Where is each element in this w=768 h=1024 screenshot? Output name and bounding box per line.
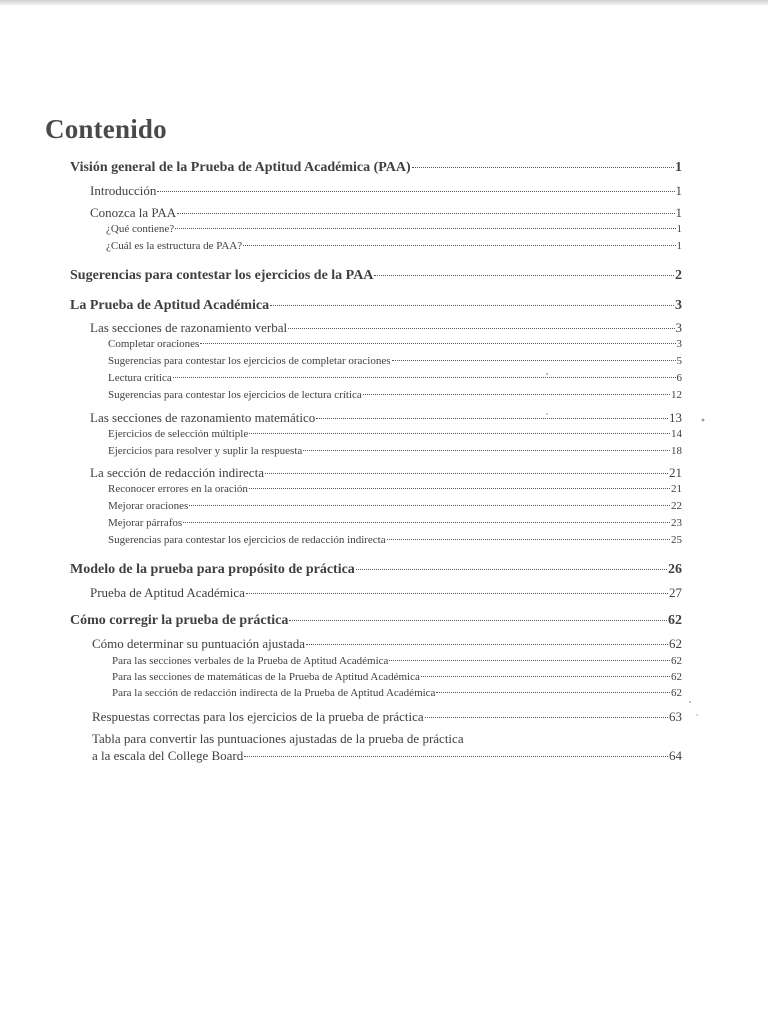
toc-entry-page: 26: [668, 562, 682, 577]
toc-entry-page: 62: [671, 687, 682, 699]
toc-entry-label: Las secciones de razonamiento matemático: [90, 410, 316, 425]
toc-entry-page: 1: [675, 160, 682, 175]
toc-entry-label: Lectura crítica: [108, 372, 172, 384]
toc-entry-label: Para las secciones verbales de la Prueba de Aptitud Académica: [112, 655, 389, 667]
toc-entry-page: 3: [675, 320, 682, 335]
toc-entry-label: Cómo corregir la prueba de práctica: [70, 613, 289, 628]
toc-entry-page: 64: [669, 748, 682, 763]
toc-entry-page: 22: [671, 500, 682, 512]
toc-entry-page: 62: [671, 671, 682, 683]
toc-entry-page: 5: [676, 355, 682, 367]
toc-entry-label: ¿Qué contiene?: [106, 223, 175, 235]
toc-entry-label: Tabla para convertir las puntuaciones ajustadas de la prueba de práctica: [92, 731, 464, 746]
toc-entry-page: 1: [675, 205, 682, 220]
toc-entry-page: 3: [675, 298, 682, 313]
toc-entry-label: Reconocer errores en la oración: [108, 483, 248, 495]
scan-speck: [689, 701, 691, 703]
toc-entry-label: Conozca la PAA: [90, 205, 177, 220]
toc-entry-page: 27: [669, 585, 682, 600]
toc-entry-page: 13: [669, 410, 682, 425]
toc-entry-page: 12: [671, 389, 682, 401]
toc-entry-page: 2: [675, 268, 682, 283]
scan-speck: [546, 413, 548, 415]
toc-entry-page: 21: [669, 465, 682, 480]
toc-entry-page: 63: [669, 709, 682, 724]
scan-speck: [702, 419, 705, 422]
toc-entry-label: Respuestas correctas para los ejercicios de la prueba de práctica: [92, 709, 424, 724]
toc-entry-label: Sugerencias para contestar los ejercicios de lectura crítica: [108, 389, 362, 401]
toc-entry-label: Para las secciones de matemáticas de la Prueba de Aptitud Académica: [112, 671, 420, 683]
toc-entry-label: Mejorar oraciones: [108, 500, 189, 512]
toc-entry-label: Visión general de la Prueba de Aptitud Académica (PAA): [70, 160, 411, 175]
toc-entry-label: Completar oraciones: [108, 338, 200, 350]
toc-entry-label: Sugerencias para contestar los ejercicios de completar oraciones: [108, 355, 391, 367]
toc-entry-label: Sugerencias para contestar los ejercicios de redacción indirecta: [108, 534, 386, 546]
toc-entry-label: Introducción: [90, 183, 157, 198]
toc-entry-page: 62: [668, 613, 682, 628]
toc-entry-page: 1: [676, 240, 682, 252]
toc-entry-label: La Prueba de Aptitud Académica: [70, 298, 270, 313]
toc-entry-page: 18: [671, 445, 682, 457]
toc-entry-label: Las secciones de razonamiento verbal: [90, 320, 288, 335]
toc-entry-label: Sugerencias para contestar los ejercicios de la PAA: [70, 268, 374, 283]
toc-entry-label: Para la sección de redacción indirecta de la Prueba de Aptitud Académica: [112, 687, 436, 699]
toc-entry-page: 23: [671, 517, 682, 529]
toc-entry-label: Mejorar párrafos: [108, 517, 183, 529]
toc-entry-label: Modelo de la prueba para propósito de práctica: [70, 562, 355, 577]
toc-entry-page: 21: [671, 483, 682, 495]
toc-entry-page: 62: [671, 655, 682, 667]
toc-entry-page: 14: [671, 428, 682, 440]
toc-entry-page: 1: [676, 223, 682, 235]
scan-speck: [696, 714, 698, 716]
toc-entry-page: 25: [671, 534, 682, 546]
toc-entry-page: 3: [676, 338, 682, 350]
toc-entry-label: a la escala del College Board: [92, 748, 244, 763]
toc-entry-label: La sección de redacción indirecta: [90, 465, 264, 480]
toc-entry-page: 62: [669, 636, 682, 651]
page-title: Contenido: [45, 114, 167, 145]
toc-entry-page: 1: [675, 183, 682, 198]
toc-entry-label: Prueba de Aptitud Académica: [90, 585, 245, 600]
toc-entry-page: 6: [676, 372, 682, 384]
toc-entry-label: ¿Cuál es la estructura de PAA?: [106, 240, 243, 252]
scan-speck: [546, 373, 548, 375]
toc-entry-label: Cómo determinar su puntuación ajustada: [92, 636, 306, 651]
toc-entry-label: Ejercicios para resolver y suplir la respuesta: [108, 445, 303, 457]
toc-entry-label: Ejercicios de selección múltiple: [108, 428, 249, 440]
